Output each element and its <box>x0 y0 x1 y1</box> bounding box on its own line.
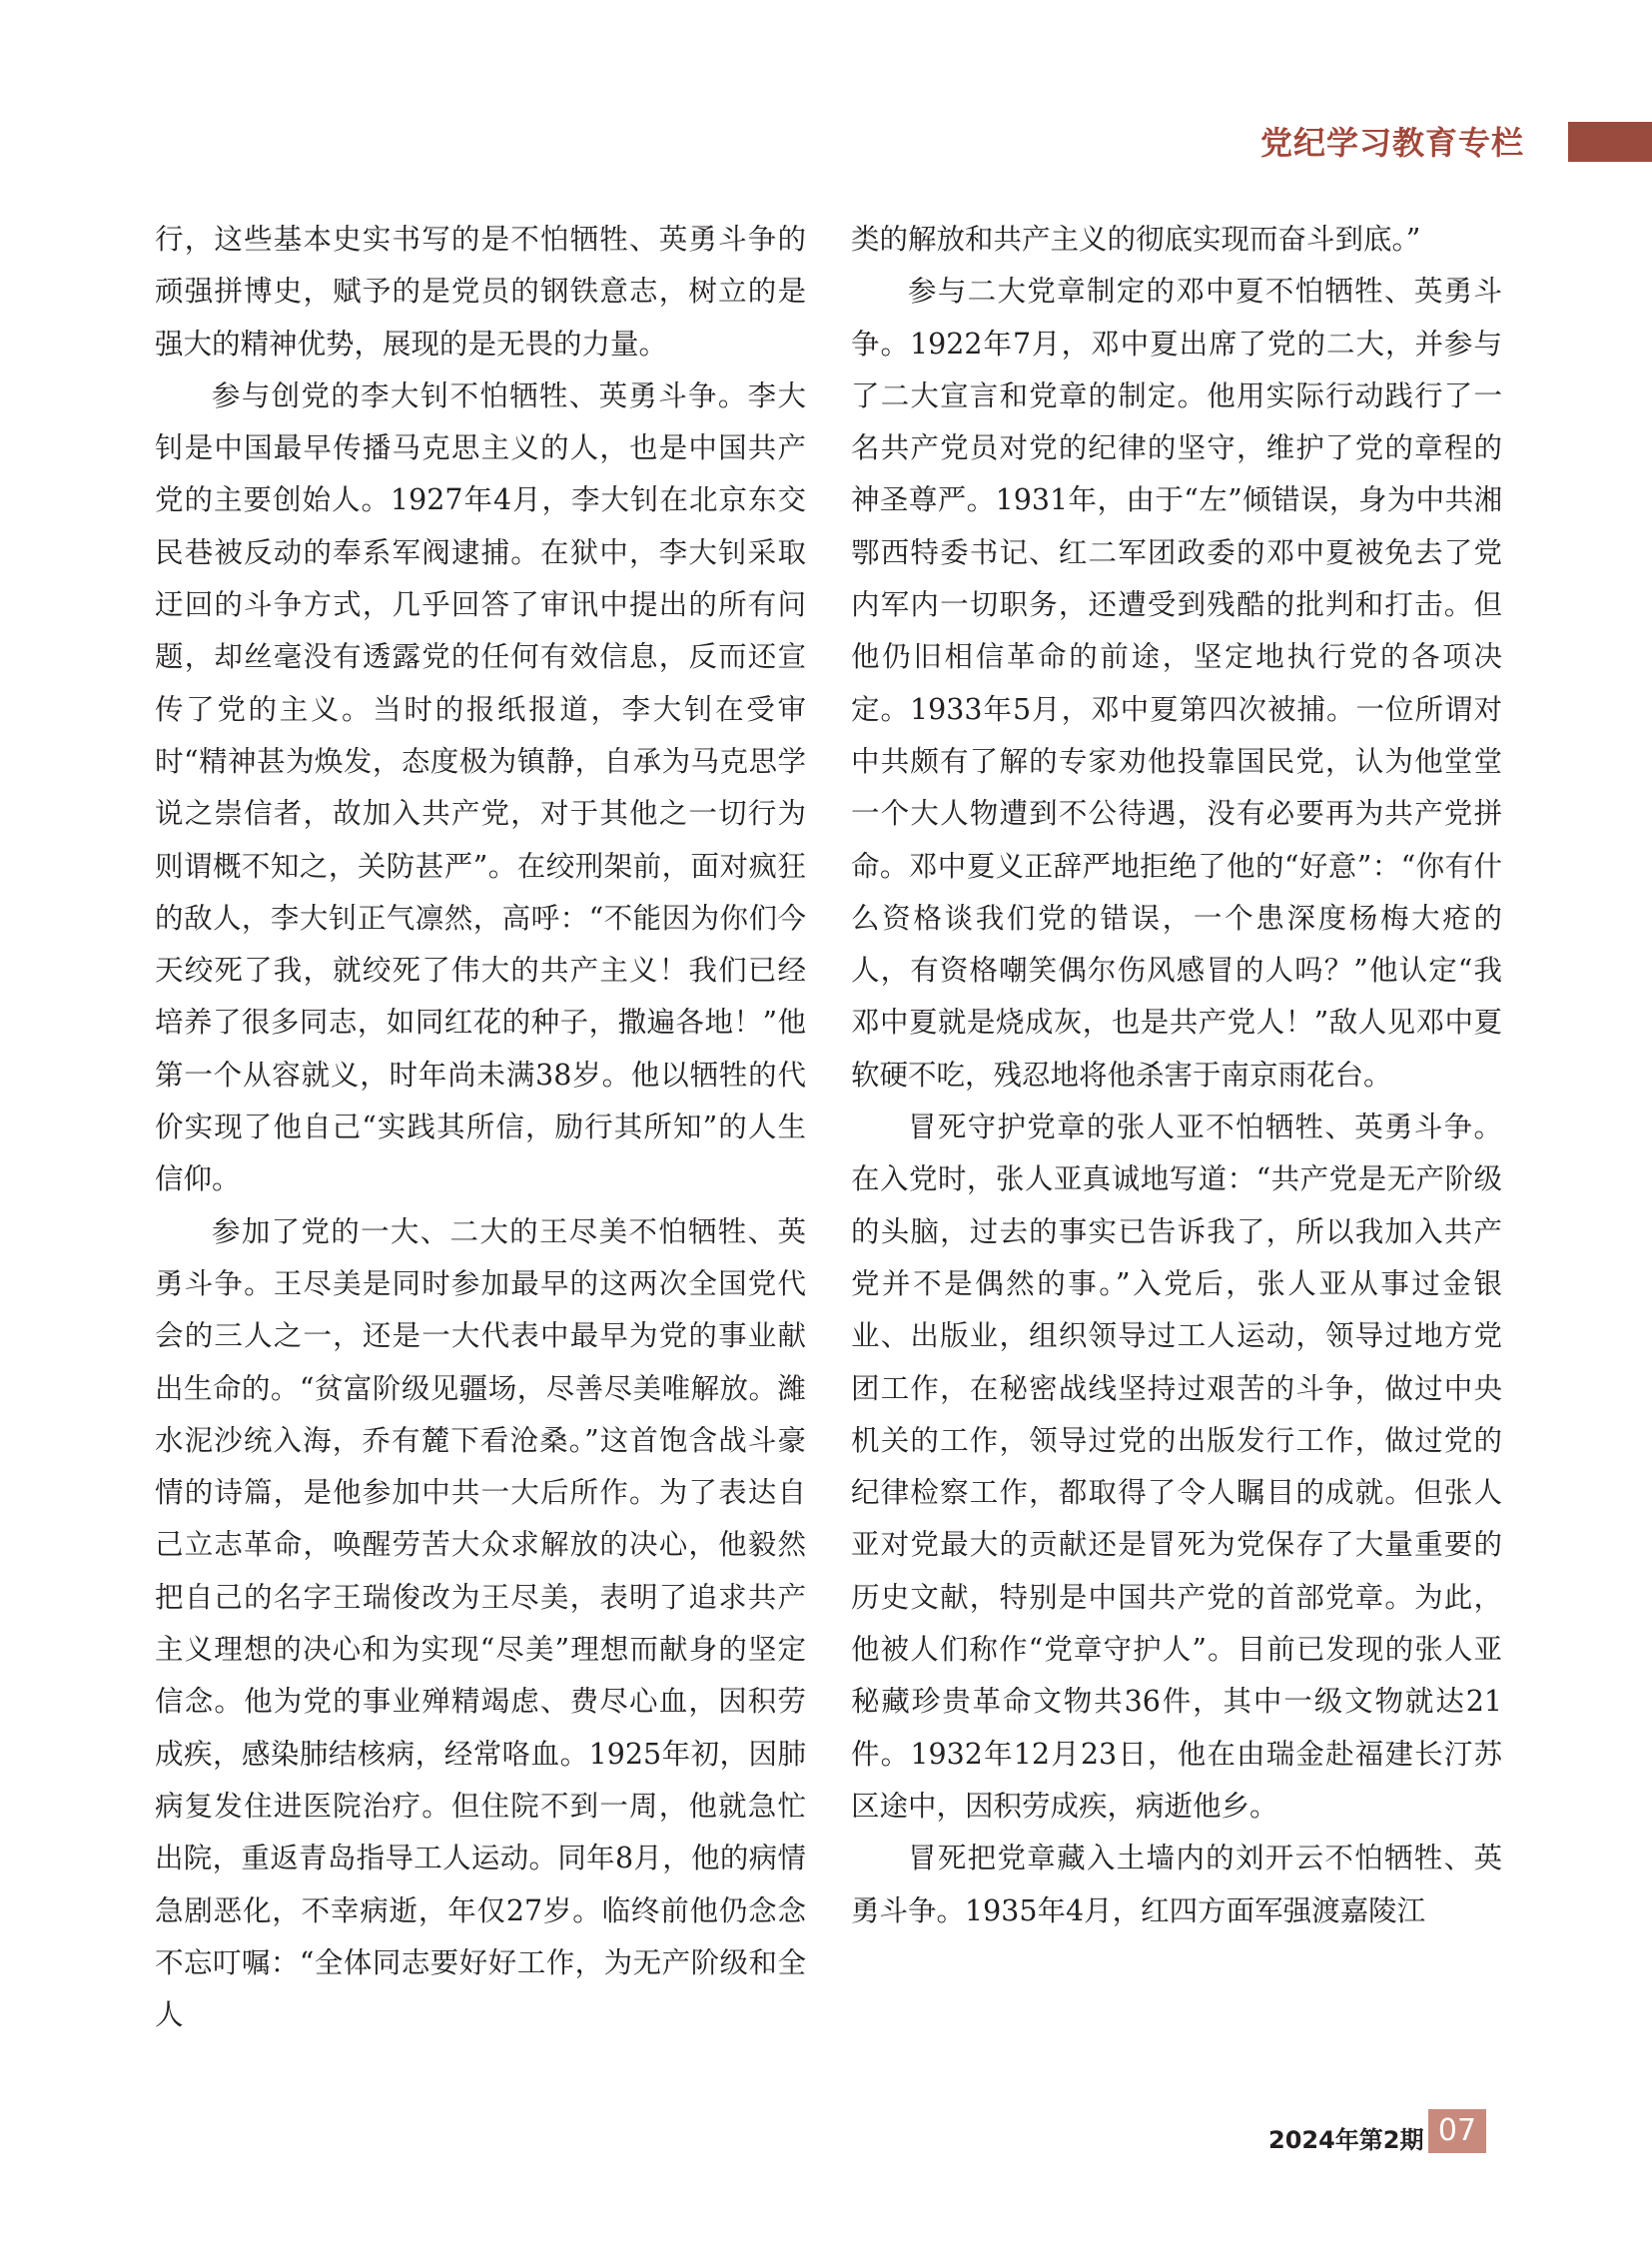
paragraph-wang-jinmei: 参加了党的一大、二大的王尽美不怕牺牲、英勇斗争。王尽美是同时参加最早的这两次全国党代会的三人之一，还是一大代表中最早为党的事业献出生命的。“贫富阶级见疆场，尽善尽美唯解放。濰水泥沙统入海，乔有麓下看沧桑。”这首饱含战斗豪情的诗篇，是他参加中共一大后所作。为了表达自己立志革命，唤醒劳苦大众求解放的决心，他毅然把自己的名字王瑞俊改为王尽美，表明了追求共产主义理想的决心和为实现“尽美”理想而献身的坚定信念。他为党的事业殚精竭虑、费尽心血，因积劳成疾，感染肺结核病，经常咯血。1925年初，因肺病复发住进医院治疗。但住院不到一周，他就急忙出院，重返青岛指导工人运动。同年8月，他的病情急剧恶化，不幸病逝，年仅27岁。临终前他仍念念不忘叮嘱：“全体同志要好好工作，为无产阶级和全人 <box>155 1214 806 2032</box>
header-accent-bar <box>1568 122 1652 162</box>
paragraph-li-dazhao: 参与创党的李大钊不怕牺牲、英勇斗争。李大钊是中国最早传播马克思主义的人，也是中国共产党的主要创始人。1927年4月，李大钊在北京东交民巷被反动的奉系军阀逮捕。在狱中，李大钊采取迂回的斗争方式，几乎回答了审讯中提出的所有问题，却丝毫没有透露党的任何有效信息，反而还宣传了党的主义。当时的报纸报道，李大钊在受审时“精神甚为焕发，态度极为镇静，自承为马克思学说之崇信者，故加入共产党，对于其他之一切行为则谓概不知之，关防甚严”。在绞刑架前，面对疯狂的敌人，李大钊正气凛然，高呼：“不能因为你们今天绞死了我，就绞死了伟大的共产主义！我们已经培养了很多同志，如同红花的种子，撒遍各地！”他第一个从容就义，时年尚未满38岁。他以牺牲的代价实现了他自己“实践其所信，励行其所知”的人生信仰。 <box>155 378 806 1196</box>
paragraph-continuation: 行，这些基本史实书写的是不怕牺牲、英勇斗争的顽强拼博史，赋予的是党员的钢铁意志，树立的是强大的精神优势，展现的是无畏的力量。 <box>155 223 806 361</box>
article-column-right <box>851 214 1502 2101</box>
article-column-left <box>155 214 806 2101</box>
page-number: 07 <box>1428 2109 1486 2153</box>
issue-label: 2024年第2期 <box>1268 2126 1424 2154</box>
paragraph-zhang-renya: 冒死守护党章的张人亚不怕牺牲、英勇斗争。在入党时，张人亚真诚地写道：“共产党是无产阶级的头脑，过去的事实已告诉我了，所以我加入共产党并不是偶然的事。”入党后，张人亚从事过金银业、出版业，组织领导过工人运动，领导过地方党团工作，在秘密战线坚持过艰苦的斗争，做过中央机关的工作，领导过党的出版发行工作，做过党的纪律检察工作，都取得了令人瞩目的成就。但张人亚对党最大的贡献还是冒死为党保存了大量重要的历史文献，特别是中国共产党的首部党章。为此，他被人们称作“党章守护人”。目前已发现的张人亚秘藏珍贵革命文物共36件，其中一级文物就达21件。1932年12月23日，他在由瑞金赴福建长汀苏区途中，因积劳成疾，病逝他乡。 <box>851 1111 1502 1823</box>
paragraph-liu-kaiyun: 冒死把党章藏入土墙内的刘开云不怕牺牲、英勇斗争。1935年4月，红四方面军强渡嘉陵江 <box>851 1842 1502 1927</box>
paragraph-continuation: 类的解放和共产主义的彻底实现而奋斗到底。” <box>851 223 1421 256</box>
paragraph-deng-zhongxia: 参与二大党章制定的邓中夏不怕牺牲、英勇斗争。1922年7月，邓中夏出席了党的二大，并参与了二大宣言和党章的制定。他用实际行动践行了一名共产党员对党的纪律的坚守，维护了党的章程的神圣尊严。1931年，由于“左”倾错误，身为中共湘鄂西特委书记、红二军团政委的邓中夏被免去了党内军内一切职务，还遭受到残酷的批判和打击。但他仍旧相信革命的前途，坚定地执行党的各项决定。1933年5月，邓中夏第四次被捕。一位所谓对中共颇有了解的专家劝他投靠国民党，认为他堂堂一个大人物遭到不公待遇，没有必要再为共产党拼命。邓中夏义正辞严地拒绝了他的“好意”：“你有什么资格谈我们党的错误，一个患深度杨梅大疮的人，有资格嘲笑偶尔伤风感冒的人吗？”他认定“我邓中夏就是烧成灰，也是共产党人！”敌人见邓中夏软硬不吃，残忍地将他杀害于南京雨花台。 <box>851 275 1502 1092</box>
section-title: 党纪学习教育专栏 <box>1260 124 1525 162</box>
